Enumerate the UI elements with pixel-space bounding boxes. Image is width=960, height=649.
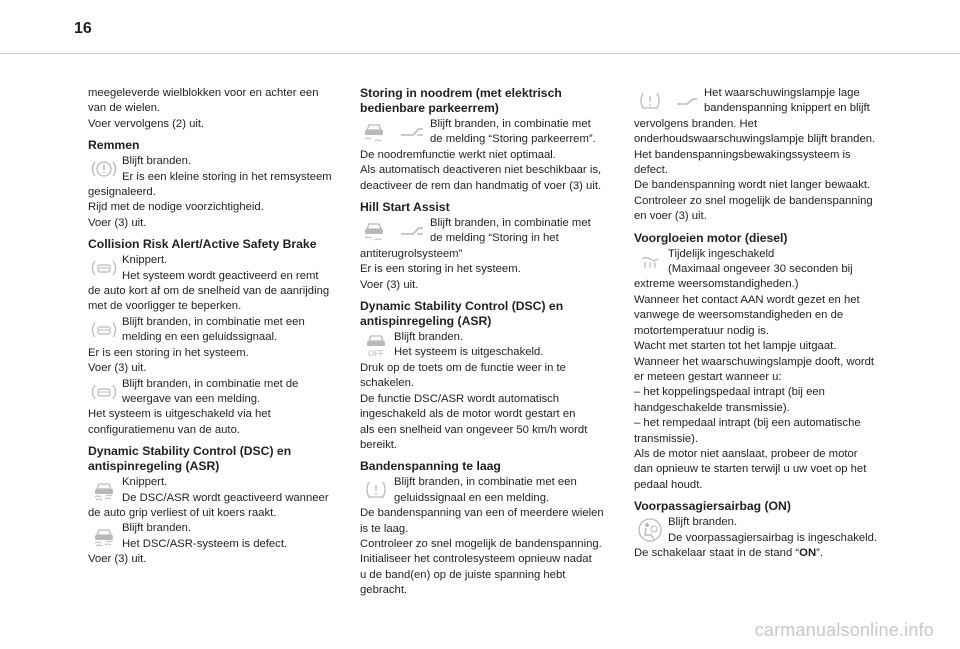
heading-hill: Hill Start Assist [360,200,450,215]
collision-row-3 [88,377,334,408]
skid-car-icon [88,521,120,551]
storing-icon-row [360,117,606,148]
collision-text-3: Blijft branden, in combinatie met de weergave van een melding. [122,377,299,405]
hill-icon-row [360,216,606,247]
svg-text:OFF: OFF [368,349,384,359]
heading-dsc-off: Dynamic Stability Control (DSC) en antispinregeling (ASR) [360,299,564,329]
band-after-text: De bandenspanning van een of meerdere wielen is te laag. Controleer zo snel mogelijk de bandenspanning. Initialiseer het controlesysteem opnieuw nadat u de band(en) op de juiste spanning hebt gebracht. [360,507,604,597]
intro-text: meegeleverde wielblokken voor en achter een van de wielen. Voer vervolgens (2) uit. [88,87,319,130]
column-3 [634,86,880,561]
collision-text-2: Blijft branden, in combinatie met een melding en een geluidssignaal. [122,315,305,344]
voorgloei-after-text: extreme weersomstandigheden.) Wanneer het contact AAN wordt gezet en het vanwege de weersomstandigheden en de motortemperatuur nodig is. Wacht met starten tot het lampje uitgaat. Wanneer het waarschuwingslampje dooft, wordt er meteen gestart wanneer u: – het koppelingspedaal intrapt (bij een handgeschakelde transmissie). – het rempedaal intrapt (bij een automatische transmissie). Als de motor niet aanslaat, probeer de motor dan opnieuw te starten terwijl u uw voet op het pedaal houdt. [634,278,875,491]
airbag-on-label: ON [799,546,817,559]
header-rule [0,53,960,54]
collision-row-2 [88,315,334,346]
hill-icon-text: Blijft branden, in combinatie met de melding “Storing in het [430,217,591,245]
dsc-after-2: Voer (3) uit. [88,553,147,566]
collision-alert-icon [88,377,120,407]
voorgloei-icon-text: Tijdelijk ingeschakeld (Maximaal ongeveer 30 seconden bij [668,247,853,276]
heading-band: Bandenspanning te laag [360,459,501,474]
heading-remmen: Remmen [88,138,140,153]
dsc-text-2: Blijft branden. Het DSC/ASR-systeem is defect. [122,522,288,550]
dsc-row-2 [88,521,334,552]
remmen-icon-text: Blijft branden. Er is een kleine storing in het remsysteem [122,155,332,183]
airbag-after-prefix: De schakelaar staat in de stand “ [634,546,800,559]
airbag-icon-text: Blijft branden. De voorpassagiersairbag is ingeschakeld. [668,516,878,544]
dsc-off-after-text: Druk op de toets om de functie weer in te schakelen. De functie DSC/ASR wordt automatisch ingeschakeld als de motor wordt gestart en als een snelheid van ongeveer 50 km/h wordt bereikt. [360,361,588,451]
airbag-after-text [634,546,880,561]
dsc-text-1: Knippert. De DSC/ASR wordt geactiveerd wanneer [122,476,329,504]
dsc-off-icon [360,330,392,360]
tpms-after-text: vervolgens branden. Het onderhoudswaarschuwingslampje blijft branden. Het bandenspanningsbewakingssysteem is defect. De bandenspanning wordt niet langer bewaakt. Controleer zo snel mogelijk de bandenspanning en voer (3) uit. [634,117,876,223]
dsc-after-1: de auto grip verliest of uit koers raakt. [88,506,277,519]
glow-plug-icon [634,247,666,277]
tpms-icon-text: Het waarschuwingslampje lage bandenspanning knippert en blijft [704,87,870,115]
dsc-off-icon-text: Blijft branden. Het systeem is uitgeschakeld. [394,331,544,359]
storing-after-text: De noodremfunctie werkt niet optimaal. Als automatisch deactiveren niet beschikbaar is, deactiveer de rem dan handmatig of voer (3) uit. [360,148,602,192]
hill-after-text: antiterugrolsysteem” Er is een storing in het systeem. Voer (3) uit. [360,247,521,291]
tire-pressure-service-icon [634,86,702,116]
airbag-after-suffix: ”. [816,546,824,559]
heading-dsc: Dynamic Stability Control (DSC) en antispinregeling (ASR) [88,444,292,474]
page-number: 16 [74,20,92,37]
collision-after-1: de auto kort af om de snelheid van de aanrijding met de voorligger te beperken. [88,285,330,313]
column-2 [360,86,606,599]
brake-warning-icon [88,154,120,184]
storing-icon-text: Blijft branden, in combinatie met de melding “Storing parkeerrem”. [430,118,596,146]
emergency-brake-fault-icon [360,117,428,147]
collision-alert-icon [88,253,120,283]
hill-assist-fault-icon [360,216,428,246]
collision-row-1 [88,253,334,284]
heading-storing: Storing in noodrem (met elektrisch bedienbare parkeerrem) [360,86,562,115]
tire-pressure-icon [360,475,392,505]
heading-collision: Collision Risk Alert/Active Safety Brake [88,237,317,252]
airbag-icon-row [634,515,880,546]
voorgloei-icon-row [634,247,880,278]
band-icon-text: Blijft branden, in combinatie met een geluidssignaal en een melding. [394,476,577,504]
dsc-off-icon-row [360,330,606,361]
column-1 [88,86,334,568]
remmen-icon-row [88,154,334,185]
passenger-airbag-icon [634,515,666,545]
collision-text-1: Knippert. Het systeem wordt geactiveerd en remt [122,254,319,282]
tpms-icon-row [634,86,880,117]
heading-voorgloei: Voorgloeien motor (diesel) [634,230,788,245]
collision-after-3: Het systeem is uitgeschakeld via het configuratiemenu van de auto. [88,408,271,436]
watermark: carmanualsonline.info [754,620,934,640]
skid-car-icon [88,475,120,505]
band-icon-row [360,475,606,506]
collision-after-2: Er is een storing in het systeem. Voer (3) uit. [88,346,249,375]
collision-alert-icon [88,315,120,345]
remmen-after-text: gesignaleerd. Rijd met de nodige voorzichtigheid. Voer (3) uit. [88,186,264,229]
heading-airbag: Voorpassagiersairbag (ON) [634,499,791,514]
dsc-row-1 [88,475,334,506]
